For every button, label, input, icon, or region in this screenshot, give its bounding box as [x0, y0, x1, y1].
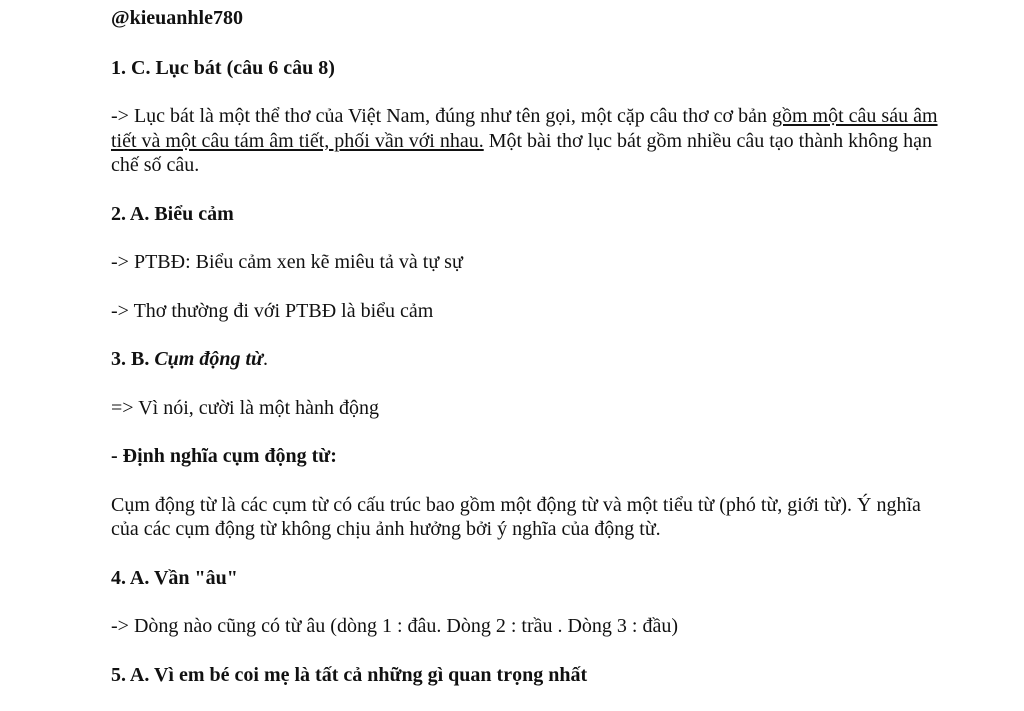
question-3-answer — [111, 347, 941, 372]
answer-document — [111, 6, 941, 711]
question-3-definition-heading: - Định nghĩa cụm động từ: — [111, 445, 337, 467]
q3-label-italic: Cụm động từ — [154, 348, 264, 370]
question-1-answer: 1. C. Lục bát (câu 6 câu 8) — [111, 56, 335, 79]
question-2-note-2: -> Thơ thường đi với PTBĐ là biểu cảm — [111, 299, 434, 322]
question-1-explanation — [111, 104, 941, 178]
question-3-reason: => Vì nói, cười là một hành động — [111, 396, 380, 419]
question-4-note: -> Dòng nào cũng có từ âu (dòng 1 : đâu. Dòng 2 : trầu . Dòng 3 : đầu) — [111, 615, 679, 637]
q1-explanation-end: Một bài thơ lục bát gồm nhiều câu tạo thành không hạn chế số câu. — [111, 129, 932, 176]
q1-explanation-underlined: gồm một câu sáu âm tiết và một câu tám âm tiết, phối vần với nhau. — [111, 105, 938, 152]
question-2-answer: 2. A. Biểu cảm — [111, 202, 234, 225]
question-3-definition-text: Cụm động từ là các cụm từ có cấu trúc bao gồm một động từ và một tiểu từ (phó từ, giới từ). Ý nghĩa của các cụm động từ không chịu ảnh hưởng bởi ý nghĩa của động từ. — [111, 493, 921, 540]
q3-label-prefix: 3. B. — [111, 348, 155, 370]
question-4-answer: 4. A. Vần "âu" — [111, 566, 238, 589]
q3-label-suffix: . — [263, 348, 269, 370]
question-5-answer: 5. A. Vì em bé coi mẹ là tất cả những gì quan trọng nhất — [111, 663, 588, 686]
author-handle: @kieuanhle780 — [111, 7, 243, 29]
question-2-note-1: -> PTBĐ: Biểu cảm xen kẽ miêu tả và tự sự — [111, 251, 463, 273]
q1-explanation-start: -> Lục bát là một thể thơ của Việt Nam, đúng như tên gọi, một cặp câu thơ cơ bản — [111, 105, 772, 127]
